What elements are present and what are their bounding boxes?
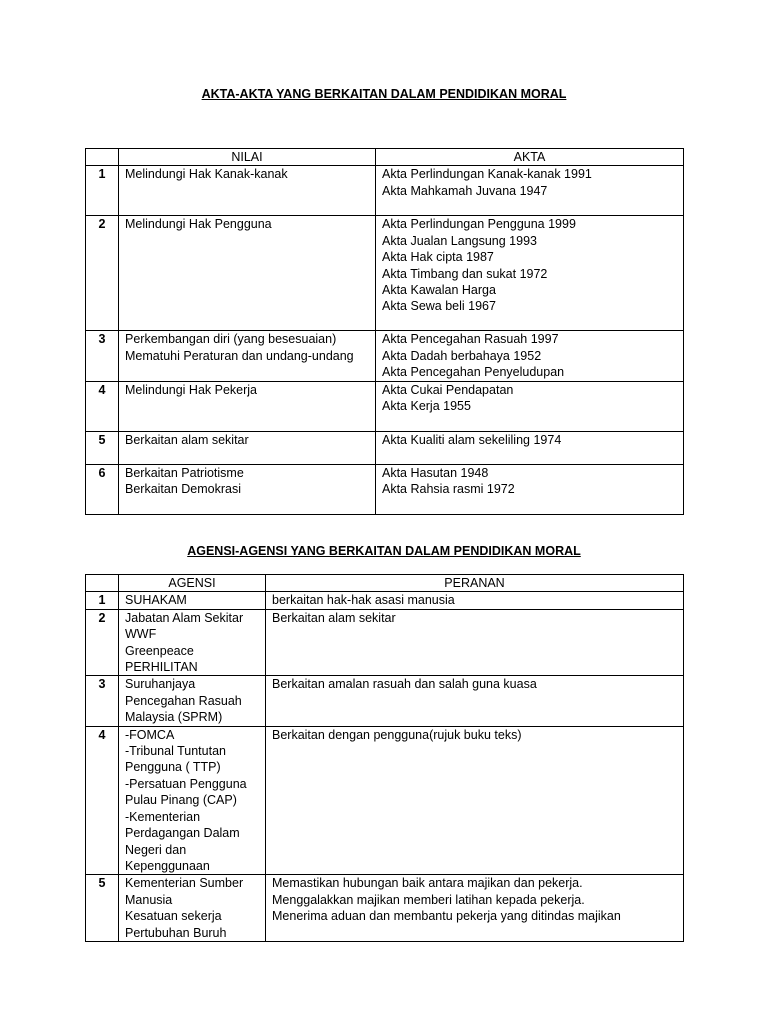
agensi-table-row [86, 609, 684, 676]
akta-akta-cell [376, 216, 684, 331]
akta-akta-line: Akta Dadah berbahaya 1952 [382, 348, 542, 363]
agensi-agensi-line: Kementerian Sumber [125, 876, 244, 891]
akta-akta-line: Akta Pencegahan Rasuah 1997 [382, 332, 559, 347]
akta-nilai-line: Perkembangan diri (yang besesuaian) [125, 332, 337, 347]
akta-row-number: 2 [86, 216, 119, 331]
agensi-peranan-cell [266, 609, 684, 676]
akta-table-row [86, 331, 684, 381]
akta-nilai-cell [119, 216, 376, 331]
agensi-peranan-line: Menerima aduan dan membantu pekerja yang ditindas majikan [272, 909, 621, 924]
agensi-row-number: 1 [86, 592, 119, 609]
akta-row-number: 3 [86, 331, 119, 381]
akta-row-number: 4 [86, 381, 119, 431]
agensi-agensi-line: -Tribunal Tuntutan [125, 744, 226, 759]
akta-header-nilai: NILAI [119, 149, 376, 166]
akta-akta-line: Akta Kawalan Harga [382, 283, 496, 298]
akta-akta-line: Akta Rahsia rasmi 1972 [382, 482, 515, 497]
agensi-peranan-cell [266, 592, 684, 609]
akta-akta-cell [376, 166, 684, 216]
akta-akta-line: Akta Kualiti alam sekeliling 1974 [382, 432, 562, 447]
akta-table-row [86, 216, 684, 331]
agensi-agensi-line: Pulau Pinang (CAP) [125, 793, 237, 808]
akta-nilai-cell [119, 331, 376, 381]
agensi-agensi-cell [119, 875, 266, 942]
akta-nilai-cell [119, 464, 376, 514]
agensi-table [85, 574, 684, 942]
agensi-header-peranan: PERANAN [266, 575, 684, 592]
akta-akta-line: Akta Mahkamah Juvana 1947 [382, 183, 548, 198]
agensi-table-row [86, 875, 684, 942]
akta-table [85, 148, 684, 515]
akta-row-number: 1 [86, 166, 119, 216]
agensi-header-agensi: AGENSI [119, 575, 266, 592]
akta-section-title: AKTA-AKTA YANG BERKAITAN DALAM PENDIDIKAN MORAL [201, 87, 567, 101]
akta-table-header [86, 149, 684, 166]
agensi-agensi-line: Manusia [125, 892, 173, 907]
agensi-peranan-line: Berkaitan alam sekitar [272, 610, 396, 625]
agensi-peranan-line: Berkaitan dengan pengguna(rujuk buku teks) [272, 727, 522, 742]
agensi-peranan-line: Berkaitan amalan rasuah dan salah guna kuasa [272, 677, 537, 692]
agensi-table-row [86, 592, 684, 609]
akta-akta-line: Akta Pencegahan Penyeludupan [382, 365, 565, 380]
agensi-agensi-line: Jabatan Alam Sekitar [125, 610, 244, 625]
akta-nilai-line: Berkaitan Demokrasi [125, 482, 242, 497]
agensi-row-number: 2 [86, 609, 119, 676]
agensi-agensi-line: Kesatuan sekerja [125, 909, 222, 924]
agensi-peranan-cell [266, 875, 684, 942]
akta-akta-cell [376, 464, 684, 514]
agensi-peranan-cell [266, 676, 684, 726]
agensi-agensi-line: -FOMCA [125, 727, 175, 742]
agensi-row-number: 5 [86, 875, 119, 942]
agensi-agensi-line: Negeri dan [125, 842, 187, 857]
akta-row-number: 5 [86, 431, 119, 464]
agensi-agensi-line: -Kementerian [125, 809, 201, 824]
agensi-agensi-line: PERHILITAN [125, 660, 198, 675]
akta-nilai-line: Melindungi Hak Pekerja [125, 382, 258, 397]
akta-table-row [86, 464, 684, 514]
agensi-agensi-line: Greenpeace [125, 643, 194, 658]
agensi-agensi-line: -Persatuan Pengguna [125, 776, 247, 791]
akta-akta-line: Akta Kerja 1955 [382, 399, 471, 414]
akta-akta-cell [376, 331, 684, 381]
akta-akta-line: Akta Sewa beli 1967 [382, 299, 496, 314]
akta-akta-line: Akta Hak cipta 1987 [382, 250, 494, 265]
akta-table-row [86, 166, 684, 216]
akta-header-akta: AKTA [376, 149, 684, 166]
akta-akta-line: Akta Timbang dan sukat 1972 [382, 266, 548, 281]
akta-akta-line: Akta Jualan Langsung 1993 [382, 233, 537, 248]
agensi-agensi-line: Pengguna ( TTP) [125, 760, 221, 775]
akta-akta-line: Akta Perlindungan Kanak-kanak 1991 [382, 167, 592, 182]
agensi-agensi-line: Pertubuhan Buruh [125, 925, 227, 940]
agensi-table-header [86, 575, 684, 592]
agensi-agensi-cell [119, 609, 266, 676]
agensi-agensi-line: Perdagangan Dalam [125, 826, 240, 841]
agensi-peranan-line: berkaitan hak-hak asasi manusia [272, 593, 455, 608]
agensi-row-number: 4 [86, 726, 119, 875]
agensi-agensi-line: SUHAKAM [125, 593, 187, 608]
agensi-header-num [86, 575, 119, 592]
akta-table-row [86, 431, 684, 464]
agensi-agensi-line: Pencegahan Rasuah [125, 693, 242, 708]
agensi-section-title: AGENSI-AGENSI YANG BERKAITAN DALAM PENDIDIKAN MORAL [187, 544, 581, 558]
akta-nilai-line: Berkaitan alam sekitar [125, 432, 249, 447]
agensi-agensi-cell [119, 676, 266, 726]
akta-nilai-cell [119, 431, 376, 464]
akta-header-num [86, 149, 119, 166]
akta-akta-cell [376, 381, 684, 431]
akta-akta-line: Akta Cukai Pendapatan [382, 382, 514, 397]
akta-row-number: 6 [86, 464, 119, 514]
agensi-agensi-line: Kepenggunaan [125, 858, 210, 873]
akta-akta-line: Akta Perlindungan Pengguna 1999 [382, 217, 576, 232]
agensi-agensi-line: Suruhanjaya [125, 677, 196, 692]
akta-nilai-line: Mematuhi Peraturan dan undang-undang [125, 348, 354, 363]
agensi-agensi-cell [119, 592, 266, 609]
agensi-agensi-line: Malaysia (SPRM) [125, 710, 223, 725]
agensi-table-row [86, 676, 684, 726]
agensi-agensi-line: WWF [125, 627, 157, 642]
agensi-peranan-line: Memastikan hubungan baik antara majikan dan pekerja. [272, 876, 583, 891]
agensi-agensi-cell [119, 726, 266, 875]
agensi-peranan-line: Menggalakkan majikan memberi latihan kepada pekerja. [272, 892, 585, 907]
akta-nilai-line: Berkaitan Patriotisme [125, 465, 244, 480]
agensi-row-number: 3 [86, 676, 119, 726]
akta-nilai-cell [119, 166, 376, 216]
akta-nilai-line: Melindungi Hak Pengguna [125, 217, 272, 232]
akta-table-row [86, 381, 684, 431]
agensi-peranan-cell [266, 726, 684, 875]
akta-nilai-line: Melindungi Hak Kanak-kanak [125, 167, 288, 182]
akta-akta-cell [376, 431, 684, 464]
akta-nilai-cell [119, 381, 376, 431]
agensi-table-row [86, 726, 684, 875]
akta-akta-line: Akta Hasutan 1948 [382, 465, 489, 480]
